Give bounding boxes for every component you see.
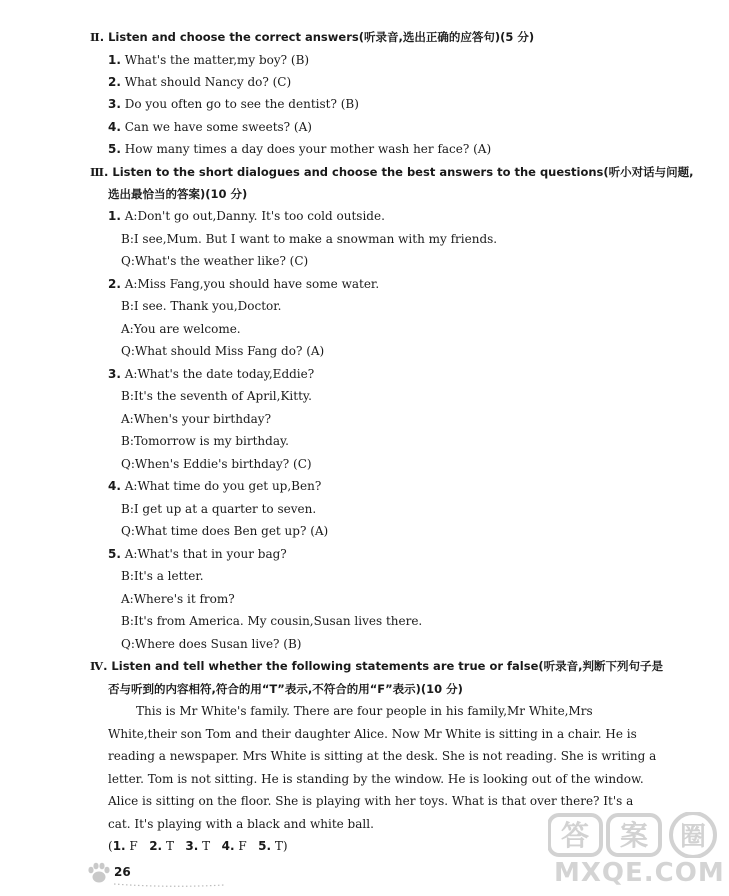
section-4-title-line1: . Listen and tell whether the following statements are true or false(听录音,判断下列句子是 bbox=[103, 659, 663, 673]
passage-line-2: White,their son Tom and their daughter Alice. Now Mr White is sitting in a chair. He is bbox=[108, 727, 637, 741]
section-2-heading bbox=[90, 29, 534, 45]
s3-line-4: 2. A:Miss Fang,you should have some water. bbox=[108, 277, 380, 291]
s3-line-10: A:When's your birthday? bbox=[121, 412, 272, 426]
s3-line-9: B:It's the seventh of April,Kitty. bbox=[121, 389, 312, 403]
section-2-title: . Listen and choose the correct answers(听录音,选出正确的应答句)(5 分) bbox=[99, 30, 535, 44]
dotted-rule bbox=[114, 882, 224, 888]
s2-item-3: 3. Do you often go to see the dentist? (B) bbox=[108, 97, 359, 111]
s3-line-11: B:Tomorrow is my birthday. bbox=[121, 434, 289, 448]
passage-line-4: letter. Tom is not sitting. He is standing by the window. He is looking out of the window. bbox=[108, 772, 644, 786]
s3-line-6: A:You are welcome. bbox=[121, 322, 241, 336]
s3-line-19: B:It's from America. My cousin,Susan lives there. bbox=[121, 614, 423, 628]
answer-key: (1. F 2. T 3. T 4. F 5. T) bbox=[108, 839, 288, 853]
s3-line-7: Q:What should Miss Fang do? (A) bbox=[121, 344, 325, 358]
passage-line-6: cat. It's playing with a black and white ball. bbox=[108, 817, 374, 831]
page-footer bbox=[86, 860, 226, 890]
s2-item-5: 5. How many times a day does your mother wash her face? (A) bbox=[108, 142, 492, 156]
passage-line-3: reading a newspaper. Mrs White is sitting at the desk. She is not reading. She is writing a bbox=[108, 749, 657, 763]
watermark-logo bbox=[548, 812, 723, 858]
svg-text:案: 案 bbox=[619, 819, 649, 852]
watermark-url: MXQE.COM bbox=[554, 858, 725, 888]
page-number: 26 bbox=[114, 865, 131, 879]
section-4-heading bbox=[90, 658, 663, 674]
s3-line-14: B:I get up at a quarter to seven. bbox=[121, 502, 317, 516]
section-3-heading bbox=[90, 164, 694, 180]
section-4-roman: Ⅳ bbox=[90, 659, 104, 673]
s3-line-18: A:Where's it from? bbox=[121, 592, 235, 606]
section-4-title-line2: 否与听到的内容相符,符合的用“T”表示,不符合的用“F”表示)(10 分) bbox=[108, 682, 463, 696]
s3-line-8: 3. A:What's the date today,Eddie? bbox=[108, 367, 315, 381]
s3-line-15: Q:What time does Ben get up? (A) bbox=[121, 524, 329, 538]
section-3-roman: Ⅲ bbox=[90, 165, 105, 179]
s2-item-2: 2. What should Nancy do? (C) bbox=[108, 75, 292, 89]
s3-line-12: Q:When's Eddie's birthday? (C) bbox=[121, 457, 312, 471]
section-3-title-line2: 选出最恰当的答案)(10 分) bbox=[108, 187, 248, 201]
s3-line-1: 1. A:Don't go out,Danny. It's too cold outside. bbox=[108, 209, 385, 223]
svg-text:圈: 圈 bbox=[679, 822, 707, 852]
svg-text:答: 答 bbox=[560, 819, 590, 852]
s3-line-5: B:I see. Thank you,Doctor. bbox=[121, 299, 282, 313]
passage-line-5: Alice is sitting on the floor. She is playing with her toys. What is that over there? It's a bbox=[108, 794, 634, 808]
passage-line-1: This is Mr White's family. There are four people in his family,Mr White,Mrs bbox=[136, 704, 593, 718]
s3-line-17: B:It's a letter. bbox=[121, 569, 204, 583]
s2-item-1: 1. What's the matter,my boy? (B) bbox=[108, 53, 310, 67]
section-3-title-line1: . Listen to the short dialogues and choose the best answers to the questions(听小对话与问题, bbox=[104, 165, 694, 179]
s3-line-13: 4. A:What time do you get up,Ben? bbox=[108, 479, 322, 493]
paw-print-icon bbox=[86, 860, 112, 886]
s3-line-3: Q:What's the weather like? (C) bbox=[121, 254, 309, 268]
s3-line-20: Q:Where does Susan live? (B) bbox=[121, 637, 302, 651]
s2-item-4: 4. Can we have some sweets? (A) bbox=[108, 120, 312, 134]
section-2-roman: Ⅱ bbox=[90, 30, 100, 44]
s3-line-2: B:I see,Mum. But I want to make a snowman with my friends. bbox=[121, 232, 498, 246]
s3-line-16: 5. A:What's that in your bag? bbox=[108, 547, 287, 561]
